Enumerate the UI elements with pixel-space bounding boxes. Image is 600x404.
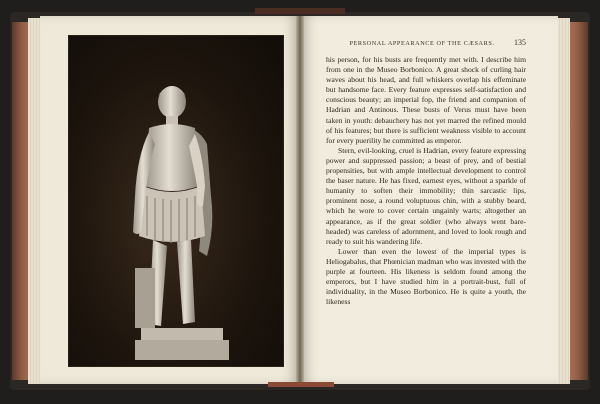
spine-bottom [268,382,334,387]
paragraph: Stern, evil-looking, cruel is Hadrian, every feature expressing power and suppressed passion; a beast of prey, and of bestial propensities, but with ample intellectual development to control the baser nature. He has fixed, earnest eyes, without a sparkle of humanity to soften their immobility; thin sarcastic lips, prominent nose, a round voluptuous chin, with a stubby beard, which he wore to cover certain ungainly warts; altogether an appearance, as if the great soldier (who always went bare-headed) was careless of adornment, and loved to look rough and ready to suit his wandering life. [326,145,526,246]
spine-top [255,8,345,14]
paragraph: his person, for his busts are frequently met with. I describe him from one in the Museo Borbonico. A great shock of curling hair waves about his head, and full whiskers overlap his effeminate but handsome face. Every feature expresses self-satisfaction and conscious beauty; an imperial fop, the friend and companion of Hadrian and Antinous. These busts of Verus must have been taken in youth: debauchery has not yet marred the refined mould of his features; but there is sufficient weakness visible to account for every puerility he committed as emperor. [326,55,526,145]
running-head: PERSONAL APPEARANCE OF THE CÆSARS. [349,40,495,47]
book-gutter [296,16,304,384]
paragraph: Lower than even the lowest of the imperial types is Heliogabalus, that Phœnician madman who was invested with the purple at fourteen. His likeness is seldom found among the emperors, but I have studied him in a portrait-bust, full of individuality, in the Museo Borbonico. He is quite a youth, the likeness [326,246,526,307]
page-number: 135 [514,38,526,47]
statue-figure [69,36,283,366]
body-text [326,55,526,307]
page-stack-right [556,18,570,384]
statue-photograph [69,36,283,366]
